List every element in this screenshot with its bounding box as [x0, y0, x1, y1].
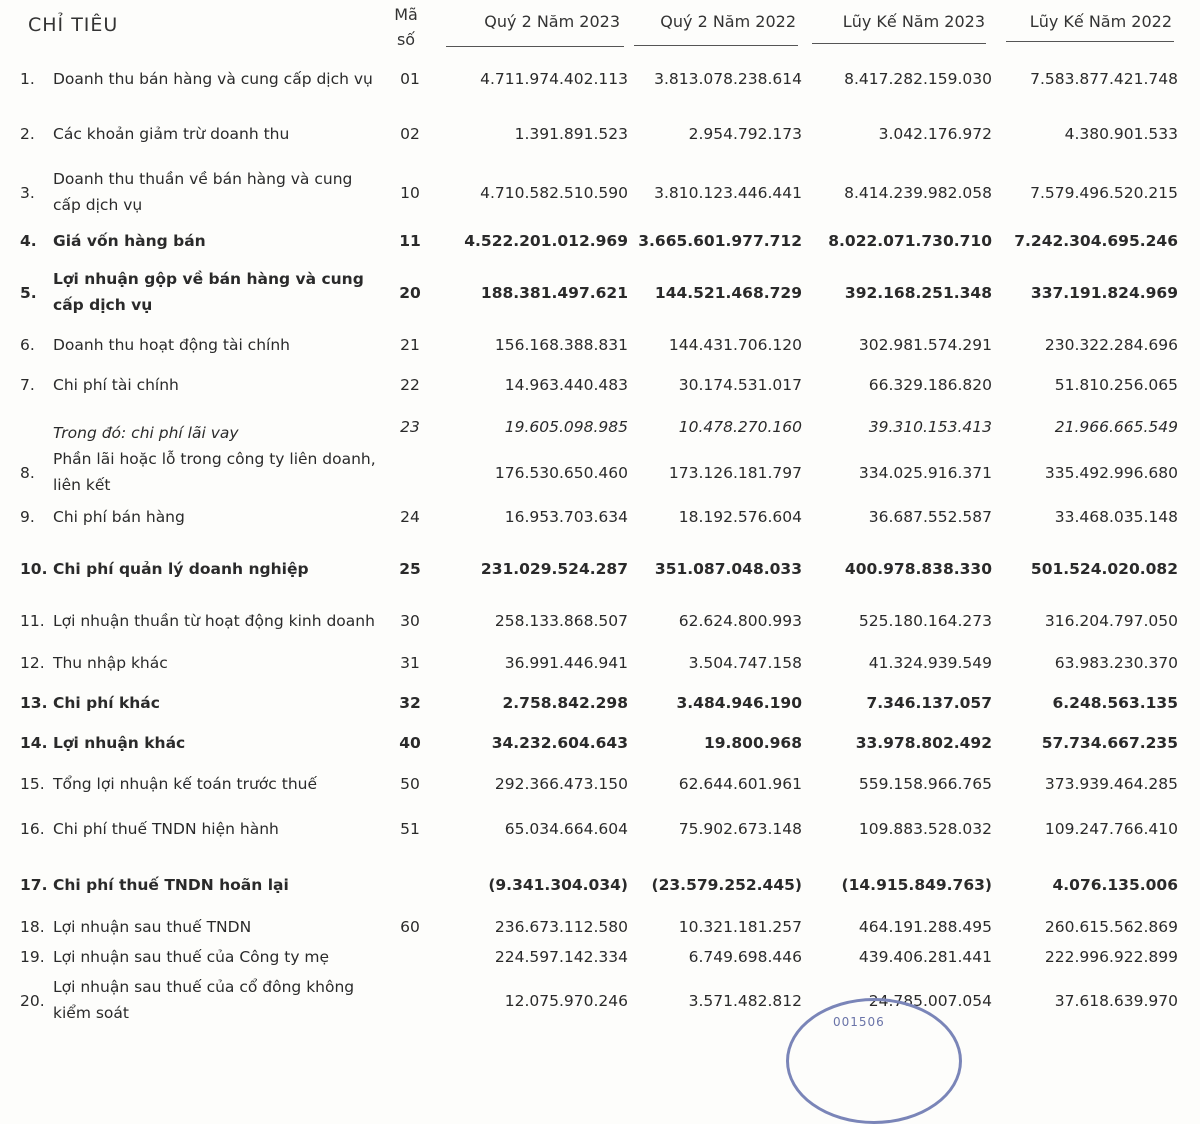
row-number: 1.	[20, 70, 35, 88]
row-code: 22	[400, 376, 420, 394]
value-ytd-2023: 392.168.251.348	[844, 284, 992, 302]
value-q2-2023: 258.133.868.507	[494, 612, 628, 630]
value-ytd-2023: 66.329.186.820	[868, 376, 992, 394]
value-ytd-2023: 439.406.281.441	[858, 948, 992, 966]
header-underline	[812, 43, 986, 44]
row-code: 24	[400, 508, 420, 526]
value-q2-2022: 30.174.531.017	[678, 376, 802, 394]
row-label: Chi phí bán hàng	[53, 508, 185, 526]
value-q2-2022: 75.902.673.148	[678, 820, 802, 838]
row-number: 19.	[20, 948, 45, 966]
value-ytd-2022: 260.615.562.869	[1044, 918, 1178, 936]
value-ytd-2022: 4.380.901.533	[1064, 125, 1178, 143]
value-q2-2022: 2.954.792.173	[688, 125, 802, 143]
value-ytd-2022: 7.242.304.695.246	[1014, 232, 1178, 250]
value-q2-2022: 62.624.800.993	[678, 612, 802, 630]
code-header-line1: Mã	[394, 5, 418, 24]
value-q2-2022: 3.484.946.190	[676, 694, 802, 712]
value-ytd-2022: 4.076.135.006	[1052, 876, 1178, 894]
row-code: 31	[400, 654, 420, 672]
value-ytd-2022: 57.734.667.235	[1041, 734, 1178, 752]
value-ytd-2023: 302.981.574.291	[858, 336, 992, 354]
value-ytd-2023: 3.042.176.972	[878, 125, 992, 143]
row-label: Chi phí khác	[53, 694, 160, 712]
value-ytd-2023: 24.785.007.054	[868, 992, 992, 1010]
row-label: Doanh thu hoạt động tài chính	[53, 336, 290, 354]
value-ytd-2022: 337.191.824.969	[1030, 284, 1178, 302]
row-code: 20	[399, 284, 421, 302]
row-code: 51	[400, 820, 420, 838]
row-label: Các khoản giảm trừ doanh thu	[53, 125, 290, 143]
value-ytd-2022: 7.583.877.421.748	[1030, 70, 1178, 88]
value-ytd-2022: 7.579.496.520.215	[1030, 184, 1178, 202]
value-ytd-2022: 6.248.563.135	[1052, 694, 1178, 712]
row-number: 14.	[20, 734, 48, 752]
value-ytd-2022: 21.966.665.549	[1054, 418, 1178, 436]
row-label: Tổng lợi nhuận kế toán trước thuế	[53, 775, 317, 793]
row-number: 3.	[20, 184, 35, 202]
row-label: Doanh thu thuần về bán hàng và cung cấp dịch vụ	[53, 170, 353, 214]
value-ytd-2023: (14.915.849.763)	[841, 876, 992, 894]
value-q2-2023: 16.953.703.634	[504, 508, 628, 526]
value-q2-2023: 4.711.974.402.113	[480, 70, 628, 88]
row-number: 7.	[20, 376, 35, 394]
value-q2-2023: 1.391.891.523	[514, 125, 628, 143]
value-q2-2023: 188.381.497.621	[480, 284, 628, 302]
row-number: 11.	[20, 612, 45, 630]
value-q2-2023: 176.530.650.460	[494, 464, 628, 482]
value-ytd-2022: 37.618.639.970	[1054, 992, 1178, 1010]
row-code: 60	[400, 918, 420, 936]
code-header-line2: số	[396, 30, 416, 49]
value-ytd-2023: 36.687.552.587	[868, 508, 992, 526]
header-underline	[634, 45, 798, 46]
value-q2-2022: 144.431.706.120	[668, 336, 802, 354]
value-q2-2023: 231.029.524.287	[480, 560, 628, 578]
header-underline	[1006, 41, 1174, 42]
row-number: 6.	[20, 336, 35, 354]
value-q2-2023: (9.341.304.034)	[488, 876, 628, 894]
value-ytd-2022: 51.810.256.065	[1054, 376, 1178, 394]
row-code: 32	[399, 694, 421, 712]
row-number: 9.	[20, 508, 35, 526]
row-code: 50	[400, 775, 420, 793]
value-ytd-2022: 335.492.996.680	[1044, 464, 1178, 482]
value-ytd-2023: 39.310.153.413	[868, 418, 992, 436]
value-ytd-2022: 109.247.766.410	[1044, 820, 1178, 838]
value-ytd-2023: 7.346.137.057	[866, 694, 992, 712]
value-q2-2022: 62.644.601.961	[678, 775, 802, 793]
value-q2-2022: 3.810.123.446.441	[654, 184, 802, 202]
value-q2-2023: 4.710.582.510.590	[480, 184, 628, 202]
value-ytd-2023: 464.191.288.495	[858, 918, 992, 936]
value-ytd-2023: 8.414.239.982.058	[844, 184, 992, 202]
value-q2-2022: 351.087.048.033	[654, 560, 802, 578]
header-underline	[446, 46, 624, 47]
row-label: Chi phí tài chính	[53, 376, 179, 394]
value-q2-2022: (23.579.252.445)	[651, 876, 802, 894]
value-q2-2023: 2.758.842.298	[502, 694, 628, 712]
value-q2-2022: 6.749.698.446	[688, 948, 802, 966]
row-code: 40	[399, 734, 421, 752]
seal-number: 001506	[833, 1015, 885, 1029]
value-ytd-2023: 109.883.528.032	[858, 820, 992, 838]
row-number: 17.	[20, 876, 48, 894]
value-ytd-2023: 559.158.966.765	[858, 775, 992, 793]
row-code: 21	[400, 336, 420, 354]
value-ytd-2022: 316.204.797.050	[1044, 612, 1178, 630]
row-number: 18.	[20, 918, 45, 936]
row-label: Chi phí quản lý doanh nghiệp	[53, 560, 309, 578]
row-label: Thu nhập khác	[53, 654, 168, 672]
value-q2-2023: 224.597.142.334	[494, 948, 628, 966]
row-code: 02	[400, 125, 420, 143]
value-ytd-2023: 8.022.071.730.710	[828, 232, 992, 250]
value-q2-2022: 10.478.270.160	[678, 418, 802, 436]
value-q2-2023: 4.522.201.012.969	[464, 232, 628, 250]
value-q2-2022: 144.521.468.729	[654, 284, 802, 302]
column-header-q2-2023: Quý 2 Năm 2023	[484, 12, 620, 31]
value-ytd-2023: 41.324.939.549	[868, 654, 992, 672]
row-number: 5.	[20, 284, 37, 302]
row-label: Lợi nhuận khác	[53, 734, 186, 752]
column-header-ytd-2023: Lũy Kế Năm 2023	[842, 12, 985, 31]
row-code: 11	[399, 232, 421, 250]
row-label: Chi phí thuế TNDN hiện hành	[53, 820, 279, 838]
value-q2-2022: 3.665.601.977.712	[638, 232, 802, 250]
value-q2-2023: 36.991.446.941	[504, 654, 628, 672]
value-q2-2022: 3.571.482.812	[688, 992, 802, 1010]
column-header-q2-2022: Quý 2 Năm 2022	[660, 12, 796, 31]
value-ytd-2022: 501.524.020.082	[1030, 560, 1178, 578]
value-ytd-2023: 400.978.838.330	[844, 560, 992, 578]
row-number: 4.	[20, 232, 37, 250]
value-q2-2023: 65.034.664.604	[504, 820, 628, 838]
value-q2-2023: 12.075.970.246	[504, 992, 628, 1010]
value-q2-2022: 173.126.181.797	[668, 464, 802, 482]
row-number: 15.	[20, 775, 45, 793]
row-number: 8.	[20, 464, 35, 482]
row-number: 10.	[20, 560, 48, 578]
value-q2-2022: 10.321.181.257	[678, 918, 802, 936]
value-ytd-2022: 63.983.230.370	[1054, 654, 1178, 672]
column-header-code	[388, 2, 424, 52]
value-ytd-2023: 33.978.802.492	[855, 734, 992, 752]
value-ytd-2023: 334.025.916.371	[858, 464, 992, 482]
value-q2-2022: 3.504.747.158	[688, 654, 802, 672]
value-q2-2023: 156.168.388.831	[494, 336, 628, 354]
value-q2-2023: 236.673.112.580	[494, 918, 628, 936]
row-number: 20.	[20, 992, 45, 1010]
value-q2-2023: 19.605.098.985	[504, 418, 628, 436]
value-q2-2022: 18.192.576.604	[678, 508, 802, 526]
row-code: 30	[400, 612, 420, 630]
value-ytd-2022: 33.468.035.148	[1054, 508, 1178, 526]
column-header-indicator: CHỈ TIÊU	[28, 14, 119, 36]
value-ytd-2023: 8.417.282.159.030	[844, 70, 992, 88]
row-label: Lợi nhuận thuần từ hoạt động kinh doanh	[53, 612, 375, 630]
value-q2-2022: 19.800.968	[703, 734, 802, 752]
value-q2-2023: 292.366.473.150	[494, 775, 628, 793]
row-code: 25	[399, 560, 421, 578]
row-number: 12.	[20, 654, 45, 672]
row-label: Doanh thu bán hàng và cung cấp dịch vụ	[53, 70, 373, 88]
row-code: 10	[400, 184, 420, 202]
value-ytd-2023: 525.180.164.273	[858, 612, 992, 630]
row-number: 16.	[20, 820, 45, 838]
value-q2-2023: 14.963.440.483	[504, 376, 628, 394]
value-ytd-2022: 222.996.922.899	[1044, 948, 1178, 966]
row-number: 13.	[20, 694, 48, 712]
row-label: Giá vốn hàng bán	[53, 232, 206, 250]
value-q2-2023: 34.232.604.643	[491, 734, 628, 752]
row-label: Lợi nhuận sau thuế của Công ty mẹ	[53, 948, 330, 966]
row-code: 01	[400, 70, 420, 88]
value-ytd-2022: 230.322.284.696	[1044, 336, 1178, 354]
row-label: Chi phí thuế TNDN hoãn lại	[53, 876, 289, 894]
row-number: 2.	[20, 125, 35, 143]
row-label: Lợi nhuận sau thuế TNDN	[53, 918, 252, 936]
row-label: Lợi nhuận sau thuế của cổ đông không kiểm soát	[53, 978, 355, 1022]
company-seal	[786, 998, 962, 1124]
value-q2-2022: 3.813.078.238.614	[654, 70, 802, 88]
row-label: Lợi nhuận gộp về bán hàng và cung cấp dịch vụ	[53, 270, 364, 314]
value-ytd-2022: 373.939.464.285	[1044, 775, 1178, 793]
row-label: Phần lãi hoặc lỗ trong công ty liên doanh, liên kết	[53, 450, 376, 494]
row-label: Trong đó: chi phí lãi vay	[53, 424, 239, 442]
row-code: 23	[400, 418, 420, 436]
column-header-ytd-2022: Lũy Kế Năm 2022	[1029, 12, 1172, 31]
